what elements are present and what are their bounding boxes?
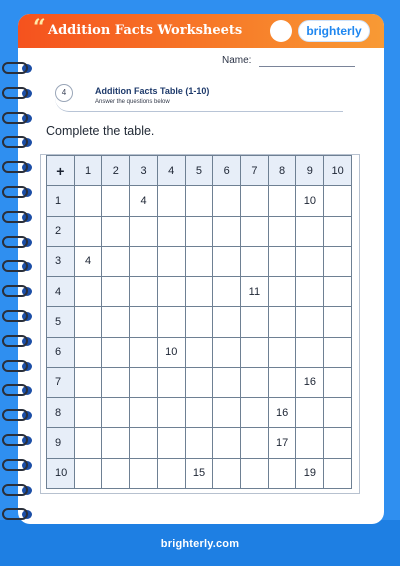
answer-cell[interactable]: [74, 277, 102, 307]
answer-cell[interactable]: [241, 186, 269, 216]
row-header: 5: [47, 307, 75, 337]
column-header: 3: [130, 156, 158, 186]
answer-cell[interactable]: [324, 367, 352, 397]
answer-cell[interactable]: [102, 337, 130, 367]
answer-cell[interactable]: [324, 337, 352, 367]
answer-cell[interactable]: [268, 337, 296, 367]
table-header-row: [47, 156, 352, 186]
answer-cell[interactable]: [185, 277, 213, 307]
answer-cell[interactable]: [241, 216, 269, 246]
binding-loop: [2, 384, 28, 396]
instruction-text: Complete the table.: [46, 124, 155, 138]
answer-cell[interactable]: [102, 246, 130, 276]
answer-cell[interactable]: [213, 337, 241, 367]
answer-cell[interactable]: 4: [74, 246, 102, 276]
name-label: Name:: [222, 55, 252, 66]
quote-icon: “: [33, 15, 46, 41]
row-header: 7: [47, 367, 75, 397]
task-header: [55, 84, 343, 112]
header-circle-decoration: [270, 20, 292, 42]
table-row: [47, 277, 352, 307]
row-header: 9: [47, 428, 75, 458]
answer-cell[interactable]: [157, 186, 185, 216]
answer-cell[interactable]: [185, 367, 213, 397]
answer-cell[interactable]: [296, 428, 324, 458]
answer-cell[interactable]: [324, 186, 352, 216]
binding-ring: [0, 484, 30, 496]
answer-cell[interactable]: [130, 246, 158, 276]
answer-cell[interactable]: 10: [157, 337, 185, 367]
answer-cell[interactable]: [213, 398, 241, 428]
answer-cell[interactable]: [74, 428, 102, 458]
binding-loop: [2, 508, 28, 520]
answer-cell[interactable]: [157, 307, 185, 337]
answer-cell[interactable]: [185, 428, 213, 458]
column-header: 7: [241, 156, 269, 186]
binding-loop: [2, 335, 28, 347]
binding-loop: [2, 161, 28, 173]
binding-ring: [0, 384, 30, 396]
answer-cell[interactable]: [324, 216, 352, 246]
row-header: 10: [47, 458, 75, 488]
binding-loop: [2, 136, 28, 148]
answer-cell[interactable]: [130, 398, 158, 428]
answer-cell[interactable]: [324, 277, 352, 307]
answer-cell[interactable]: 19: [296, 458, 324, 488]
answer-cell[interactable]: [157, 367, 185, 397]
column-header: 5: [185, 156, 213, 186]
answer-cell[interactable]: [296, 398, 324, 428]
binding-ring: [0, 310, 30, 322]
answer-cell[interactable]: [241, 367, 269, 397]
worksheet-page: [18, 14, 384, 524]
answer-cell[interactable]: [268, 277, 296, 307]
column-header: 10: [324, 156, 352, 186]
answer-cell[interactable]: 16: [268, 398, 296, 428]
answer-cell[interactable]: 17: [268, 428, 296, 458]
answer-cell[interactable]: [241, 398, 269, 428]
answer-cell[interactable]: [324, 428, 352, 458]
binding-ring: [0, 508, 30, 520]
name-field-line[interactable]: [259, 66, 355, 67]
answer-cell[interactable]: [268, 186, 296, 216]
answer-cell[interactable]: [130, 458, 158, 488]
binding-loop: [2, 260, 28, 272]
binding-ring: [0, 112, 30, 124]
answer-cell[interactable]: [157, 277, 185, 307]
table-row: [47, 428, 352, 458]
answer-cell[interactable]: [74, 458, 102, 488]
binding-loop: [2, 236, 28, 248]
binding-ring: [0, 186, 30, 198]
table-row: [47, 337, 352, 367]
answer-cell[interactable]: [324, 398, 352, 428]
answer-cell[interactable]: [185, 186, 213, 216]
answer-cell[interactable]: [157, 246, 185, 276]
answer-cell[interactable]: [213, 186, 241, 216]
answer-cell[interactable]: [130, 216, 158, 246]
row-header: 1: [47, 186, 75, 216]
table-row: [47, 398, 352, 428]
answer-cell[interactable]: [102, 398, 130, 428]
binding-ring: [0, 260, 30, 272]
answer-cell[interactable]: [241, 246, 269, 276]
answer-cell[interactable]: [185, 216, 213, 246]
answer-cell[interactable]: 15: [185, 458, 213, 488]
binding-ring: [0, 360, 30, 372]
column-header: 8: [268, 156, 296, 186]
binding-loop: [2, 186, 28, 198]
table-row: [47, 307, 352, 337]
answer-cell[interactable]: [130, 307, 158, 337]
answer-cell[interactable]: [324, 246, 352, 276]
table-row: [47, 186, 352, 216]
binding-ring: [0, 87, 30, 99]
table-row: [47, 216, 352, 246]
task-number-badge: 4: [55, 84, 73, 102]
column-header: 6: [213, 156, 241, 186]
column-header: 4: [157, 156, 185, 186]
answer-cell[interactable]: [157, 216, 185, 246]
binding-loop: [2, 211, 28, 223]
answer-cell[interactable]: [74, 337, 102, 367]
row-header: 3: [47, 246, 75, 276]
answer-cell[interactable]: [130, 367, 158, 397]
answer-cell[interactable]: [102, 186, 130, 216]
footer-url[interactable]: brighterly.com: [160, 538, 240, 550]
answer-cell[interactable]: [213, 246, 241, 276]
answer-cell[interactable]: [296, 277, 324, 307]
row-header: 6: [47, 337, 75, 367]
answer-cell[interactable]: [324, 458, 352, 488]
answer-cell[interactable]: [213, 367, 241, 397]
answer-cell[interactable]: [213, 307, 241, 337]
worksheet-header: [18, 14, 384, 48]
answer-cell[interactable]: [213, 216, 241, 246]
answer-cell[interactable]: [213, 428, 241, 458]
table-row: [47, 367, 352, 397]
answer-cell[interactable]: 10: [296, 186, 324, 216]
binding-loop: [2, 409, 28, 421]
answer-cell[interactable]: [241, 307, 269, 337]
binding-ring: [0, 211, 30, 223]
answer-cell[interactable]: [296, 307, 324, 337]
answer-cell[interactable]: [241, 458, 269, 488]
row-header: 4: [47, 277, 75, 307]
row-header: 8: [47, 398, 75, 428]
answer-cell[interactable]: [102, 458, 130, 488]
binding-loop: [2, 310, 28, 322]
answer-cell[interactable]: [102, 216, 130, 246]
answer-cell[interactable]: [185, 337, 213, 367]
answer-cell[interactable]: [102, 307, 130, 337]
answer-cell[interactable]: [241, 337, 269, 367]
binding-ring: [0, 161, 30, 173]
table-row: [47, 458, 352, 488]
answer-cell[interactable]: [130, 428, 158, 458]
answer-cell[interactable]: [74, 216, 102, 246]
answer-cell[interactable]: [324, 307, 352, 337]
binding-ring: [0, 409, 30, 421]
answer-cell[interactable]: [185, 307, 213, 337]
answer-cell[interactable]: [185, 398, 213, 428]
binding-loop: [2, 87, 28, 99]
answer-cell[interactable]: [296, 216, 324, 246]
addition-table: [46, 155, 352, 489]
answer-cell[interactable]: [268, 246, 296, 276]
binding-loop: [2, 459, 28, 471]
binding-loop: [2, 285, 28, 297]
answer-cell[interactable]: [241, 428, 269, 458]
answer-cell[interactable]: [296, 337, 324, 367]
answer-cell[interactable]: [185, 246, 213, 276]
binding-ring: [0, 459, 30, 471]
binding-loop: [2, 484, 28, 496]
answer-cell[interactable]: [102, 367, 130, 397]
row-header: 2: [47, 216, 75, 246]
answer-cell[interactable]: 4: [130, 186, 158, 216]
binding-ring: [0, 136, 30, 148]
binding-loop: [2, 62, 28, 74]
column-header: 2: [102, 156, 130, 186]
answer-cell[interactable]: [296, 246, 324, 276]
answer-cell[interactable]: [74, 398, 102, 428]
column-header: 1: [74, 156, 102, 186]
binding-ring: [0, 335, 30, 347]
answer-cell[interactable]: [74, 307, 102, 337]
answer-cell[interactable]: [157, 398, 185, 428]
brighterly-logo[interactable]: brighterly: [298, 20, 370, 42]
answer-cell[interactable]: [130, 337, 158, 367]
answer-cell[interactable]: 11: [241, 277, 269, 307]
answer-cell[interactable]: [102, 277, 130, 307]
answer-cell[interactable]: 16: [296, 367, 324, 397]
binding-loop: [2, 434, 28, 446]
binding-ring: [0, 285, 30, 297]
answer-cell[interactable]: [157, 458, 185, 488]
answer-cell[interactable]: [74, 367, 102, 397]
task-title: Addition Facts Table (1-10): [95, 86, 210, 96]
answer-cell[interactable]: [157, 428, 185, 458]
binding-loop: [2, 112, 28, 124]
answer-cell[interactable]: [74, 186, 102, 216]
answer-cell[interactable]: [213, 277, 241, 307]
answer-cell[interactable]: [268, 367, 296, 397]
binding-ring: [0, 434, 30, 446]
answer-cell[interactable]: [213, 458, 241, 488]
binding-ring: [0, 236, 30, 248]
answer-cell[interactable]: [102, 428, 130, 458]
binding-ring: [0, 62, 30, 74]
answer-cell[interactable]: [130, 277, 158, 307]
answer-cell[interactable]: [268, 216, 296, 246]
binding-loop: [2, 360, 28, 372]
answer-cell[interactable]: [268, 307, 296, 337]
task-subtitle: Answer the questions below: [95, 99, 170, 105]
corner-plus-cell: +: [47, 156, 75, 186]
column-header: 9: [296, 156, 324, 186]
table-row: [47, 246, 352, 276]
worksheet-title: Addition Facts Worksheets: [48, 23, 243, 38]
answer-cell[interactable]: [268, 458, 296, 488]
